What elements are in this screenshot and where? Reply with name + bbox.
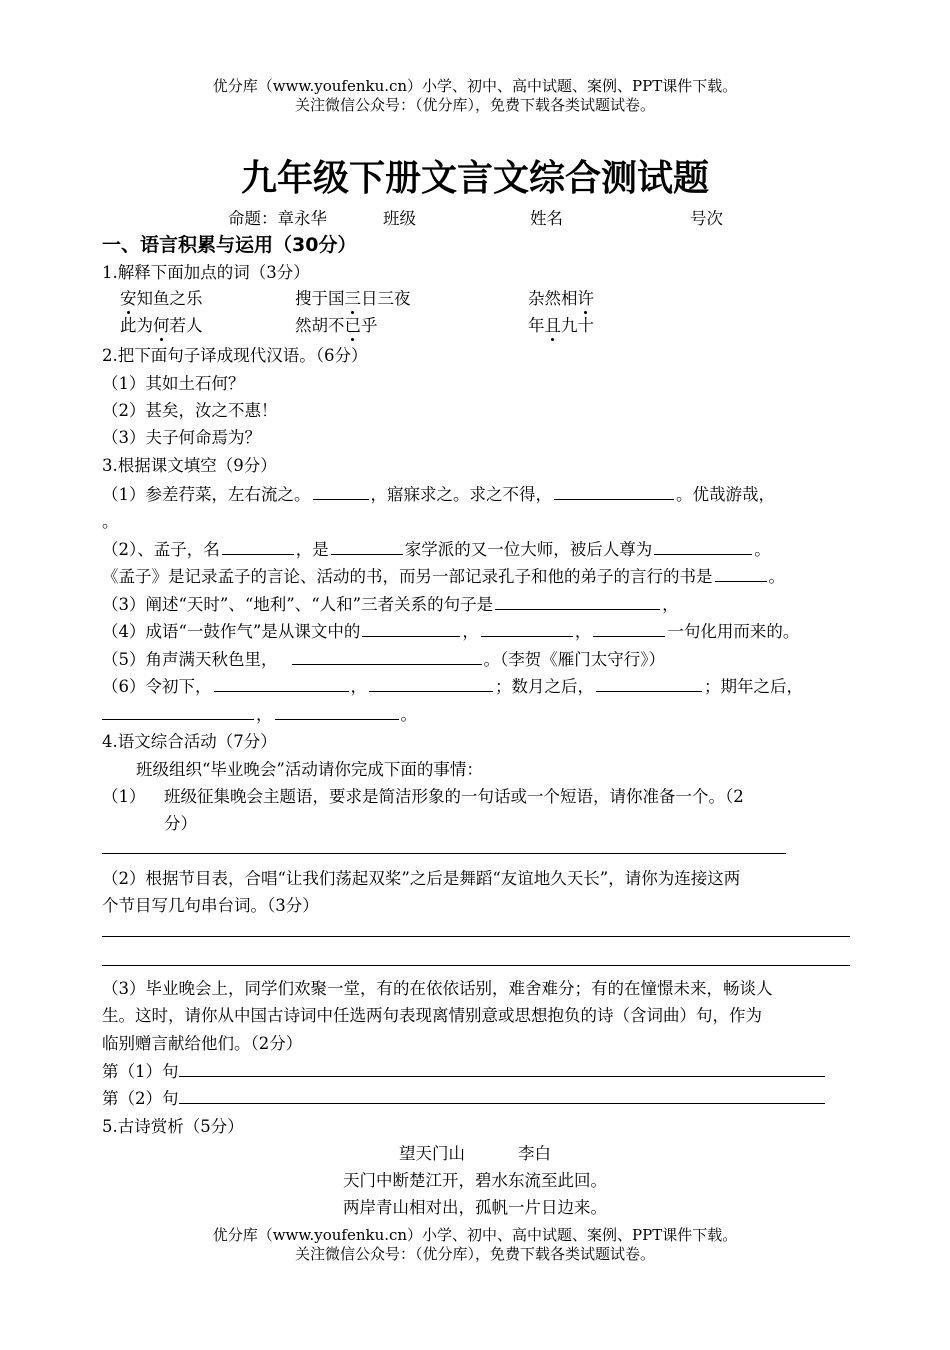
q4-part-1-line-b: 分）	[164, 814, 197, 833]
q1-word-2: 搜于国三日三夜	[295, 285, 411, 309]
q1-word-6-end: 九十	[561, 316, 594, 335]
poem-line-2: 两岸青山相对出，孤帆一片日边来。	[343, 1198, 607, 1217]
q2-item-3: （3）夫子何命焉为？	[102, 428, 261, 447]
q2-title: 2.把下面句子译成现代汉语。（6分）	[102, 346, 368, 365]
q3-text: 。	[754, 540, 771, 559]
answer-blank[interactable]	[481, 622, 573, 637]
q2-item-2: （2）甚矣，汝之不惠！	[102, 401, 278, 420]
answer-blank[interactable]	[292, 650, 482, 665]
number-label: 号次	[690, 209, 723, 228]
q1-word-1	[120, 285, 203, 309]
q1-word-6-start: 年	[528, 316, 545, 335]
q4-part-3-line-b: 生。这时，请你从中国古诗词中任选两句表现离情别意或思想抱负的诗（含词曲）句，作为	[102, 1006, 762, 1025]
q1-word-6-dotted: 且	[545, 312, 562, 336]
poem-line-1: 天门中断楚江开，碧水东流至此回。	[343, 1171, 607, 1190]
poem-author: 李白	[518, 1144, 551, 1163]
q3-text: （3）阐述“天时”、“地利”、“人和”三者关系的句子是	[102, 595, 494, 614]
q3-text: ，	[462, 622, 479, 641]
q1-word-4-start: 此为	[120, 316, 153, 335]
answer-blank[interactable]	[214, 677, 349, 692]
answer-blank[interactable]	[362, 622, 460, 637]
q4-part-1-line-a: 班级征集晚会主题语，要求是简洁形象的一句话或一个短语，请你准备一个。（2	[164, 787, 744, 806]
q4-sentence-1	[102, 1058, 827, 1082]
name-label: 姓名	[530, 209, 563, 228]
q3-text: ，	[256, 705, 273, 724]
q4-part-1-number: （1）	[102, 787, 146, 806]
q3-text: ，寤寐求之。求之不得，	[370, 485, 552, 504]
answer-line[interactable]	[102, 853, 786, 854]
q1-word-2-dotted: 三	[345, 285, 362, 309]
q3-line-3	[102, 563, 785, 587]
q3-text: 。	[400, 705, 417, 724]
answer-blank[interactable]	[331, 540, 403, 555]
q3-text: （6）令初下，	[102, 677, 212, 696]
q3-line-5	[102, 618, 799, 642]
q1-word-1-dotted: 安	[120, 285, 137, 309]
class-label: 班级	[383, 209, 416, 228]
answer-line[interactable]	[102, 936, 850, 937]
q1-word-4-dotted: 何	[153, 312, 170, 336]
poem-title: 望天门山	[399, 1144, 465, 1163]
q1-word-3	[528, 285, 594, 309]
q2-item-1: （1）其如土石何？	[102, 374, 245, 393]
answer-blank[interactable]	[369, 677, 493, 692]
q3-text: （2）、孟子，名	[102, 540, 220, 559]
q1-word-3-dotted: 许	[578, 285, 595, 309]
q3-text: 。优哉游哉，	[676, 485, 775, 504]
answer-blank[interactable]	[313, 485, 369, 500]
answer-blank[interactable]	[222, 540, 294, 555]
q1-word-3-start: 杂然相	[528, 289, 578, 308]
q1-word-5-start: 然胡不	[295, 316, 345, 335]
q4-sentence-2-label: 第（2）句	[102, 1089, 179, 1108]
q4-part-2-line-a: （2）根据节目表，合唱“让我们荡起双桨”之后是舞蹈“友谊地久天长”，请你为连接这两	[102, 869, 741, 888]
q3-text: ，是	[295, 540, 329, 559]
q3-line-1	[102, 481, 775, 505]
answer-blank[interactable]	[654, 540, 752, 555]
answer-blank[interactable]	[275, 705, 399, 720]
q3-line-6	[102, 646, 665, 670]
q4-part-2-line-b: 个节目写几句串台词。（3分）	[102, 896, 319, 915]
answer-blank[interactable]	[179, 1089, 825, 1104]
answer-blank[interactable]	[495, 595, 660, 610]
header-line-1: 优分库（www.youfenku.cn）小学、初中、高中试题、案例、PPT课件下载。	[212, 77, 738, 95]
q3-title: 3.根据课文填空（9分）	[102, 456, 277, 475]
q1-word-4-end: 若人	[169, 316, 203, 335]
q1-word-5-dotted: 已	[345, 312, 362, 336]
header-line-2: 关注微信公众号：（优分库），免费下载各类试题试卷。	[294, 96, 655, 114]
footer-line-2: 关注微信公众号：（优分库），免费下载各类试题试卷。	[294, 1245, 655, 1263]
q1-word-1-rest: 知鱼之乐	[136, 289, 203, 308]
document-title: 九年级下册文言文综合测试题	[240, 158, 709, 199]
q1-word-5-end: 乎	[361, 316, 378, 335]
q4-sentence-2	[102, 1085, 827, 1109]
q3-text: 。（李贺《雁门太守行》）	[483, 650, 665, 669]
q1-word-6	[528, 312, 594, 336]
q3-text: 。	[768, 567, 785, 586]
q3-text: ；数月之后，	[495, 677, 594, 696]
q3-text: ，	[350, 677, 367, 696]
answer-blank[interactable]	[554, 485, 674, 500]
q3-text: ；期年之后，	[704, 677, 803, 696]
q1-word-5	[295, 312, 378, 336]
answer-line[interactable]	[102, 965, 850, 966]
q3-text: 《孟子》是记录孟子的言论、活动的书，而另一部记录孔子和他的弟子的言行的书是	[102, 567, 713, 586]
footer-line-1: 优分库（www.youfenku.cn）小学、初中、高中试题、案例、PPT课件下载。	[212, 1226, 738, 1244]
q3-text: （1）参差荇菜，左右流之。	[102, 485, 311, 504]
q3-line-8	[102, 701, 417, 725]
q3-text: ，	[574, 622, 592, 641]
answer-blank[interactable]	[715, 567, 767, 582]
q4-title: 4.语文综合活动（7分）	[102, 732, 277, 751]
q3-text: 一句化用而来的。	[667, 622, 800, 641]
q3-line-4	[102, 591, 679, 615]
q4-part-3-line-c: 临别赠言献给他们。（2分）	[102, 1034, 303, 1053]
q1-word-4	[120, 312, 203, 336]
author-label: 命题：章永华	[228, 209, 327, 228]
q3-text: 家学派的又一位大师，被后人尊为	[404, 540, 653, 559]
q4-intro: 班级组织“毕业晚会”活动请你完成下面的事情：	[136, 760, 483, 779]
answer-blank[interactable]	[179, 1062, 825, 1077]
answer-blank[interactable]	[102, 705, 254, 720]
q4-sentence-1-label: 第（1）句	[102, 1062, 179, 1081]
q1-title: 1.解释下面加点的词（3分）	[102, 263, 310, 282]
answer-blank[interactable]	[596, 677, 702, 692]
section-1-heading: 一、语言积累与运用（30分）	[102, 234, 357, 256]
answer-blank[interactable]	[593, 622, 665, 637]
q3-text: （5）角声满天秋色里，	[102, 650, 278, 669]
q3-line-2	[102, 536, 771, 560]
q5-title: 5.古诗赏析（5分）	[102, 1117, 244, 1136]
q4-part-3-line-a: （3）毕业晚会上，同学们欢聚一堂，有的在依依话别，难舍难分；有的在憧憬未来，畅谈人	[102, 979, 773, 998]
q3-text: ，	[662, 595, 679, 614]
q3-line-7	[102, 673, 803, 697]
q3-line-1-end: 。	[102, 512, 119, 531]
q3-text: （4）成语“一鼓作气”是从课文中的	[102, 622, 361, 641]
